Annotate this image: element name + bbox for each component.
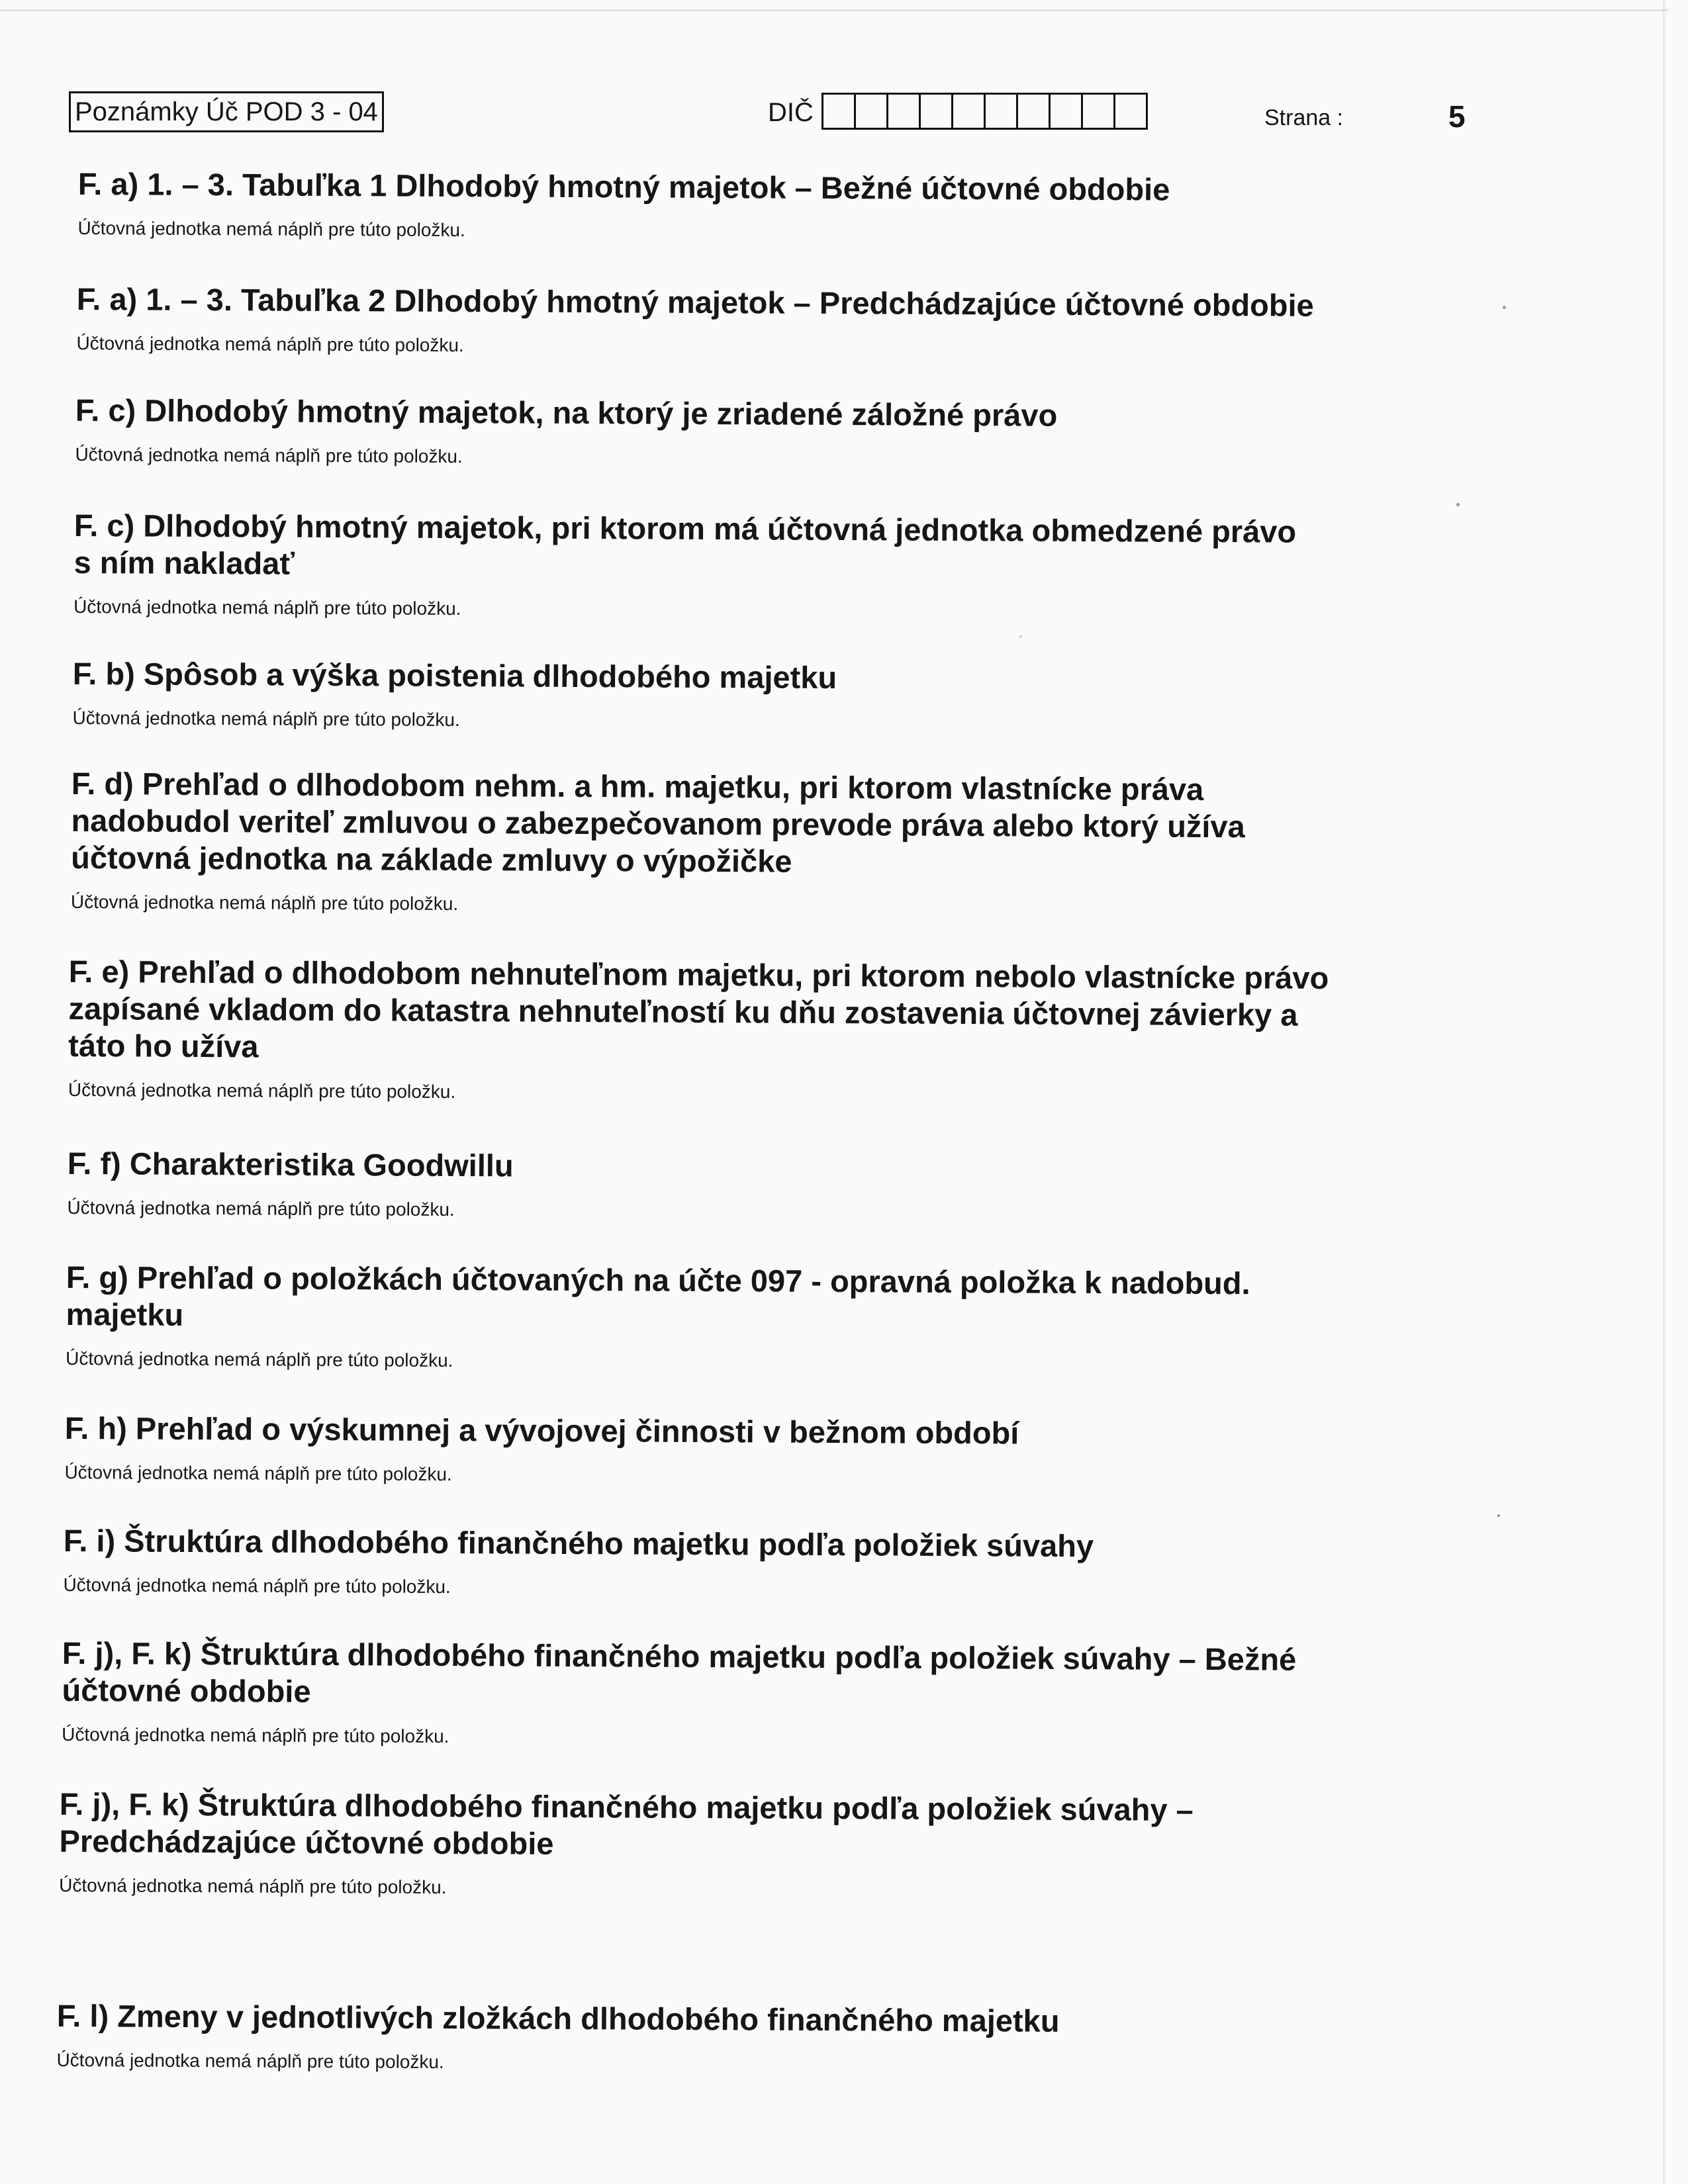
section-heading: F. a) 1. – 3. Tabuľka 2 Dlhodobý hmotný majetok – Predchádzajúce účtovné obdobie: [76, 281, 1314, 323]
section-fd-overview: [71, 765, 1245, 919]
section-fc-restricted: [73, 507, 1296, 625]
scan-speck: [1456, 503, 1460, 506]
section-fc-pledge: [75, 392, 1057, 471]
scan-edge-right: [1663, 0, 1665, 2184]
section-heading-line: F. e) Prehľad o dlhodobom nehnuteľnom majetku, pri ktorom nebolo vlastnícke právo: [68, 954, 1329, 995]
section-heading-line: zapísané vkladom do katastra nehnuteľností ku dňu zostavenia účtovnej závierky a: [68, 990, 1298, 1032]
section-heading-line: Predchádzajúce účtovné obdobie: [59, 1823, 554, 1861]
scan-speck: [1019, 635, 1022, 638]
section-note: Účtovná jednotka nemá náplň pre túto položku.: [73, 596, 461, 619]
dic-box: [1049, 93, 1083, 130]
section-heading: F. b) Spôsob a výška poistenia dlhodobého majetku: [72, 656, 837, 696]
dic-box: [886, 93, 921, 130]
form-label: Poznámky Úč POD 3 - 04: [69, 91, 384, 132]
section-note: Účtovná jednotka nemá náplň pre túto položku.: [63, 1574, 451, 1598]
section-heading: F. c) Dlhodobý hmotný majetok, na ktorý je zriadené záložné právo: [75, 392, 1058, 433]
section-fj-fk-previous: [59, 1786, 1194, 1903]
dic-box: [919, 93, 953, 130]
dic-box: [984, 93, 1018, 130]
section-note: Účtovná jednotka nemá náplň pre túto položku.: [66, 1347, 453, 1371]
dic-label: DIČ: [768, 98, 814, 127]
page-label: Strana :: [1264, 105, 1344, 130]
section-note: Účtovná jednotka nemá náplň pre túto položku.: [76, 332, 464, 356]
section-fa-table2: [76, 281, 1313, 361]
section-heading-line: majetku: [66, 1296, 184, 1332]
page-number: 5: [1448, 99, 1466, 134]
section-heading-line: nadobudol veriteľ zmluvou o zabezpečovanom prevode práva alebo ktorý užíva: [71, 802, 1245, 844]
section-ff-goodwill: [67, 1145, 513, 1222]
section-heading-line: F. g) Prehľad o položkách účtovaných na účte 097 - opravná položka k nadobud.: [66, 1259, 1250, 1301]
dic-box: [854, 93, 888, 130]
section-note: Účtovná jednotka nemá náplň pre túto položku.: [70, 891, 459, 915]
section-heading-line: s ním nakladať: [73, 544, 295, 581]
section-note: Účtovná jednotka nemá náplň pre túto položku.: [62, 1723, 449, 1747]
section-fl-changes: [56, 1997, 1059, 2077]
section-heading-line: F. c) Dlhodobý hmotný majetok, pri ktorom má účtovná jednotka obmedzené právo: [73, 508, 1297, 549]
section-fi-structure: [63, 1522, 1094, 1602]
section-note: Účtovná jednotka nemá náplň pre túto položku.: [68, 1079, 456, 1103]
section-heading: F. i) Štruktúra dlhodobého finančného majetku podľa položiek súvahy: [63, 1523, 1094, 1564]
dic-box: [951, 93, 986, 130]
scan-speck: [1497, 1514, 1500, 1517]
section-heading-line: táto ho užíva: [68, 1027, 259, 1064]
section-fe-realestate: [68, 953, 1329, 1108]
dic-box: [1113, 93, 1148, 130]
section-fg-account097: [66, 1259, 1250, 1376]
section-heading-line: F. j), F. k) Štruktúra dlhodobého finančného majetku podľa položiek súvahy – Bežné: [62, 1635, 1297, 1677]
section-heading-line: F. j), F. k) Štruktúra dlhodobého finančného majetku podľa položiek súvahy –: [59, 1786, 1194, 1827]
section-heading: F. f) Charakteristika Goodwillu: [67, 1146, 514, 1183]
section-note: Účtovná jednotka nemá náplň pre túto položku.: [59, 1874, 447, 1898]
scan-edge-top: [0, 9, 1668, 11]
section-note: Účtovná jednotka nemá náplň pre túto položku.: [72, 707, 460, 731]
section-note: Účtovná jednotka nemá náplň pre túto položku.: [67, 1197, 455, 1220]
section-note: Účtovná jednotka nemá náplň pre túto položku.: [75, 443, 463, 467]
section-note: Účtovná jednotka nemá náplň pre túto položku.: [56, 2049, 444, 2073]
section-heading-line: F. d) Prehľad o dlhodobom nehm. a hm. majetku, pri ktorom vlastnícke práva: [71, 766, 1204, 807]
section-note: Účtovná jednotka nemá náplň pre túto položku.: [77, 217, 465, 241]
dic-box: [1016, 93, 1051, 130]
section-heading: F. l) Zmeny v jednotlivých zložkách dlhodobého finančného majetku: [56, 1998, 1060, 2038]
dic-box: [1081, 93, 1115, 130]
section-fa-table1: [77, 165, 1170, 246]
section-fj-fk-current: [62, 1635, 1296, 1752]
section-heading-line: účtovná jednotka na základe zmluvy o výpožičke: [71, 839, 792, 879]
dic-box: [821, 93, 856, 130]
section-heading-line: účtovné obdobie: [62, 1672, 311, 1709]
dic-boxes: [823, 93, 1148, 130]
section-note: Účtovná jednotka nemá náplň pre túto položku.: [64, 1461, 452, 1485]
section-heading: F. h) Prehľad o výskumnej a vývojovej činnosti v bežnom období: [64, 1410, 1019, 1451]
scan-speck: [1503, 306, 1506, 309]
section-fb-insurance: [72, 655, 837, 733]
section-fh-research: [64, 1410, 1019, 1489]
section-heading: F. a) 1. – 3. Tabuľka 1 Dlhodobý hmotný majetok – Bežné účtovné obdobie: [77, 165, 1170, 207]
